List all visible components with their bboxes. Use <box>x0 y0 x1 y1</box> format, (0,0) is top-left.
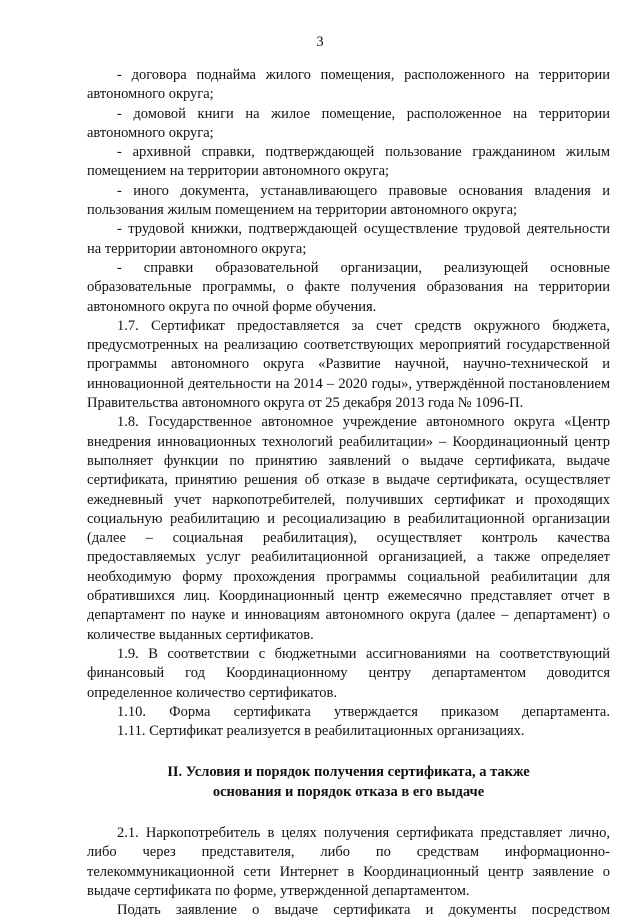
document-body <box>87 66 610 920</box>
paragraph-education-certificate: - справки образовательной организации, реализующей основные образовательные программы, о факте получения образования на территории автономного округа по очной форме обучения. <box>87 259 610 315</box>
page-number: 3 <box>316 34 324 50</box>
paragraph-1-7: 1.7. Сертификат предоставляется за счет средств окружного бюджета, предусмотренных на реализацию соответствующих мероприятий государственной программы автономного округа «Развитие научной, научно-технической и инновационной деятельности на 2014 – 2020 годы», утверждённой постановлением Правительства автономного округа от 25 декабря 2013 года № 1096-П. <box>87 317 610 412</box>
section-title-line-1: II. Условия и порядок получения сертификата, а также <box>167 764 530 781</box>
paragraph-2-1: 2.1. Наркопотребитель в целях получения сертификата представляет лично, либо через представителя, либо по средствам информационно-телекоммуникационной сети Интернет в Координационный центр заявление о выдаче сертификата по форме, утвержденной департаментом. <box>87 824 610 899</box>
paragraph-sublease-contract: - договора поднайма жилого помещения, расположенного на территории автономного округа; <box>87 67 610 103</box>
paragraph-1-8: 1.8. Государственное автономное учреждение автономного округа «Центр внедрения инновационных технологий реабилитации» – Координационный центр выполняет функции по принятию заявлений о выдаче сертификата, выдаче сертификата, принятию решения об отказе в выдаче сертификата, осуществляет ежедневный учет наркопотребителей, получивших сертификат и проходящих социальную реабилитацию и ресоциализацию в реабилитационной организации (далее – социальная реабилитация), осуществляет контроль качества предоставляемых услуг реабилитационной организацией, а также определяет необходимую форму прохождения программы социальной реабилитации для обратившихся лиц. Координационный центр ежемесячно представляет отчет в департамент по науке и инновациям автономного округа (далее – департамент) о количестве выданных сертификатов. <box>87 414 610 643</box>
paragraph-submit-application: Подать заявление о выдаче сертификата и документы посредством <box>117 902 610 919</box>
paragraph-1-10: 1.10. Форма сертификата утверждается приказом департамента. <box>117 703 610 720</box>
paragraph-other-document: - иного документа, устанавливающего правовые основания владения и пользования жилым помещением на территории автономного округа; <box>87 182 610 219</box>
paragraph-1-11: 1.11. Сертификат реализуется в реабилитационных организациях. <box>117 723 525 740</box>
paragraph-1-9: 1.9. В соответствии с бюджетными ассигнованиями на соответствующий финансовый год Координационному центру департаментом доводится определенное количество сертификатов. <box>87 645 610 701</box>
paragraph-work-record-book: - трудовой книжки, подтверждающей осуществление трудовой деятельности на территории автономного округа; <box>87 221 610 257</box>
section-title <box>87 763 610 802</box>
paragraph-house-book: - домовой книги на жилое помещение, расположенное на территории автономного округа; <box>87 105 610 141</box>
paragraph-archive-certificate: - архивной справки, подтверждающей пользование гражданином жилым помещением на территории автономного округа; <box>87 144 610 180</box>
section-title-line-2: основания и порядок отказа в его выдаче <box>212 783 485 800</box>
